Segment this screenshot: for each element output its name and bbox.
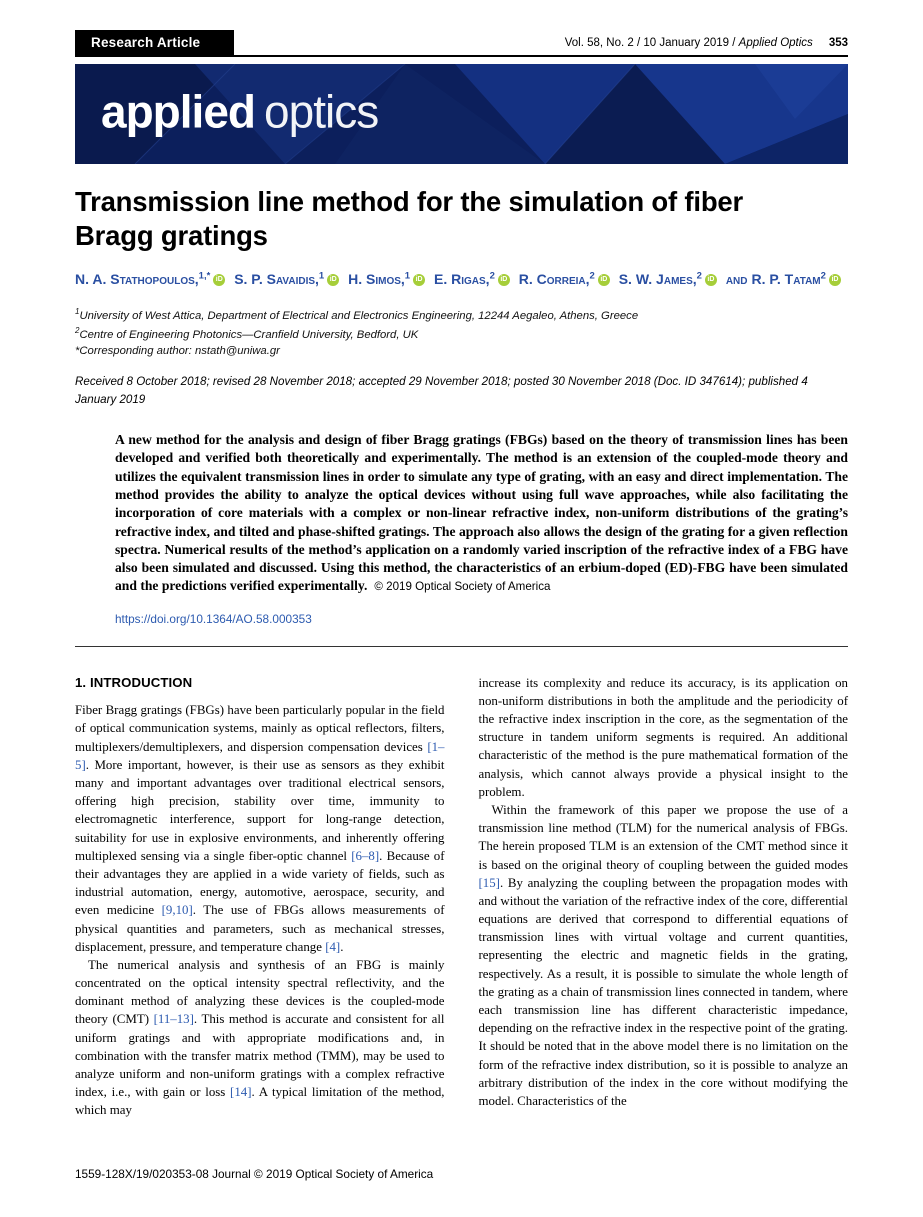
citation-link[interactable]: [4] [325, 939, 341, 954]
journal-logo [101, 84, 378, 138]
text-run: . This method is accurate and consistent for all uniform gratings and with appropriate modifications and, in combination with the transfer matrix method (TMM), may be used to analyze uniform and non-uniform gratings with a complex refractive index, i.e., with gain or loss [75, 1012, 445, 1100]
orcid-icon[interactable]: iD [498, 274, 510, 286]
citation-link[interactable]: [15] [478, 875, 500, 890]
author-name: N. A. Stathopoulos, [75, 271, 199, 288]
affiliation-number: 2 [75, 325, 80, 335]
text-run: . [340, 939, 344, 954]
author-name: R. Correia, [518, 271, 590, 288]
orcid-icon[interactable]: iD [705, 274, 717, 286]
author [434, 271, 510, 287]
author [234, 271, 339, 287]
author [348, 271, 425, 287]
author [751, 271, 840, 287]
orcid-icon[interactable]: iD [598, 274, 610, 286]
logo-word-applied: applied [101, 85, 256, 138]
citation-link[interactable]: [14] [230, 1085, 252, 1100]
orcid-icon[interactable]: iD [413, 274, 425, 286]
article-body [75, 674, 848, 1120]
logo-word-optics: optics [264, 85, 379, 138]
abstract [115, 431, 848, 596]
left-column [75, 674, 445, 1120]
author-name: H. Simos, [348, 271, 405, 288]
author-affiliation-marker: 2 [489, 270, 495, 282]
citation-link[interactable]: [9,10] [161, 903, 193, 918]
text-run: Fiber Bragg gratings (FBGs) have been particularly popular in the field of optical communication systems, mainly as optical reflectors, filters, multiplexers/demultiplexers, and dispersion compensation devices [75, 703, 445, 754]
orcid-icon[interactable]: iD [213, 274, 225, 286]
affiliation-number: 1 [75, 306, 80, 316]
divider [75, 646, 848, 647]
text-run: . More important, however, is their use as sensors as they exhibit many and important advantages over traditional electrical sensors, offering high precision, stability over time, immunity to electromagnetic interference, support for long-range detection, suitability for use in explosive environments, and inherently offering multiplexed sensing via a single fiber-optic channel [75, 757, 445, 863]
author-affiliation-marker: 1,* [198, 270, 211, 282]
paragraph [479, 801, 849, 1110]
footer-issn-line: 1559-128X/19/020353-08 Journal © 2019 Optical Society of America [75, 1167, 434, 1181]
author-name: R. P. Tatam [751, 271, 821, 288]
paragraph [75, 701, 445, 956]
article-type-badge: Research Article [75, 30, 234, 55]
affiliation-text: University of West Attica, Department of Electrical and Electronics Engineering, 12244 Aegaleo, Athens, Greece [79, 309, 639, 322]
paragraph [75, 956, 445, 1120]
author [75, 271, 225, 287]
affiliation-line [75, 306, 848, 325]
affiliation-text: *Corresponding author: nstath@uniwa.gr [75, 345, 280, 358]
and-connector: and [725, 271, 748, 288]
volume-date-text: Vol. 58, No. 2 / 10 January 2019 / [564, 37, 739, 49]
author-affiliation-marker: 2 [696, 270, 702, 282]
text-run: . A typical limitation of the method, which may [75, 1085, 445, 1118]
journal-name: Applied Optics [738, 37, 813, 49]
citation-link[interactable]: [11–13] [153, 1012, 194, 1027]
citation-link[interactable]: [6–8] [351, 848, 380, 863]
affiliation-line [75, 325, 848, 344]
author-affiliation-marker: 2 [589, 270, 595, 282]
author-affiliation-marker: 1 [318, 270, 325, 282]
author [619, 271, 717, 287]
text-run: . By analyzing the coupling between the propagation modes with and without the variation of the refractive index of the core, differential equations are derived that correspond to differential equations of transmission lines with virtual voltage and current quantities, representing the electric and magnetic fields in the grating, respectively. As a result, it is possible to simulate the whole length of the grating as a chain of transmission lines connected in tandem, where each transmission line has different characteristic impedance, depending on the refractive index in the respective point of the grating. It should be noted that in the above model there is no limitation on the form of the refractive index distribution, so it is possible to analyze an arbitrary distribution of the index in the core without modifying the model. Characteristics of the [478, 875, 848, 1108]
volume-info [565, 37, 848, 55]
text-run: increase its complexity and reduce its accuracy, is its application on non-uniform distributions in both the amplitude and the periodicity of the refractive index inscription in the core, as the segmentation of the structure in tandem uniform segments is required. An additional characteristic of the method is the pure mathematical formation of the analysis, which cannot always provide a physical insight to the problem. [478, 675, 848, 799]
journal-banner [75, 64, 848, 164]
copyright-notice: © 2019 Optical Society of America [374, 580, 551, 594]
author-list [75, 267, 848, 293]
section-heading-introduction: 1. INTRODUCTION [75, 674, 193, 690]
page-number: 353 [828, 37, 848, 49]
affiliation-block [75, 306, 848, 360]
text-run: . Because of their advantages they are applied in a wide variety of fields, such as industrial automation, energy, automotive, aerospace, security, and even medicine [75, 848, 445, 918]
orcid-icon[interactable]: iD [829, 274, 841, 286]
paragraph [479, 674, 849, 801]
author [519, 271, 610, 287]
author-affiliation-marker: 1 [404, 270, 411, 282]
author-affiliation-marker: 2 [820, 270, 826, 282]
text-run: . The use of FBGs allows measurements of physical quantities and parameters, such as mechanical stresses, displacement, pressure, and temperature change [75, 903, 445, 954]
author-name: S. P. Savaidis, [234, 271, 319, 288]
doi-link[interactable]: https://doi.org/10.1364/AO.58.000353 [115, 611, 312, 626]
article-history: Received 8 October 2018; revised 28 November 2018; accepted 29 November 2018; posted 30 November 2018 (Doc. ID 347614); published 4 January 2019 [75, 375, 808, 406]
text-run: Within the framework of this paper we propose the use of a transmission line method (TLM) for the numerical analysis of FBGs. The herein proposed TLM is an extension of the CMT method since it is based on the original theory of coupling between the guided modes [478, 802, 848, 872]
doi-row [115, 612, 848, 626]
citation-link[interactable]: [1–5] [75, 739, 445, 772]
abstract-text: A new method for the analysis and design of fiber Bragg gratings (FBGs) based on the theory of transmission lines has been developed and verified both theoretically and experimentally. The method is an extension of the coupled-mode theory and utilizes the equivalent transmission lines in order to simulate any type of grating, with an easy and direct implementation. The method provides the ability to analyze the optical devices without using full wave approaches, while also facilitating the incorporation of core materials with a complex or non-linear refractive index, non-uniform distributions of the grating’s refractive index, and tilted and phase-shifted gratings. The approach also allows the design of the grating for a given reflection spectra. Numerical results of the method’s application on a randomly varied inscription of the refractive index of a FBG have also been simulated and discussed. Using this method, the characteristics of an erbium-doped (ED)-FBG have been simulated and the predictions verified experimentally. [115, 432, 848, 594]
article-title: Transmission line method for the simulation of fiber Bragg gratings [75, 186, 744, 251]
orcid-icon[interactable]: iD [327, 274, 339, 286]
author-name: E. Rigas, [433, 271, 490, 288]
affiliation-text: Centre of Engineering Photonics—Cranfield University, Bedford, UK [79, 328, 419, 341]
right-column [479, 674, 849, 1120]
corresponding-author-line [75, 343, 848, 360]
author-name: S. W. James, [618, 271, 697, 288]
page-header [75, 30, 848, 57]
text-run: The numerical analysis and synthesis of an FBG is mainly concentrated on the optical intensity spectral reflectivity, and the dominant method of analyzing these devices is the coupled-mode theory (CMT) [75, 957, 445, 1027]
